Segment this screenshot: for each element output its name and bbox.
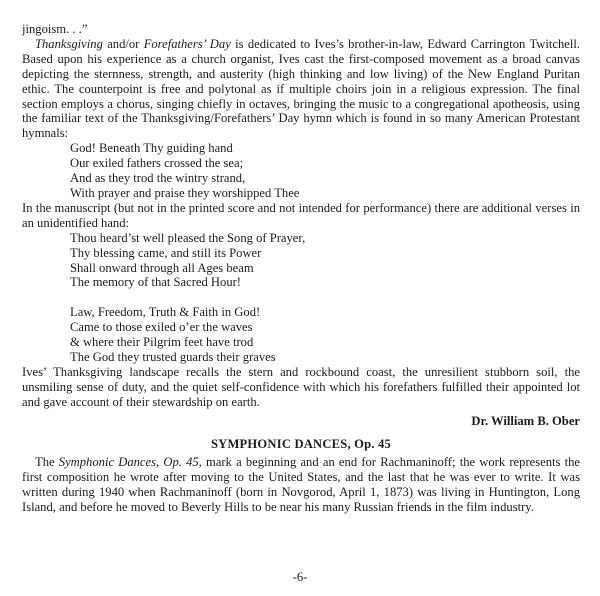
paragraph-body: is dedicated to Ives’s brother-in-law, Edward Carrington Twitchell. Based upon his experience as a church organist, Ives cast the first-composed movement as a broad canvas depicting the sternness, strength, and austerity (high thinking and low living) of the New England Puritan ethic. The counterpoint is free and polytonal as if multiple choirs join in a religious expression. The final section employs a chorus, singing chiefly in octaves, bringing the music to a congregational apotheosis, using the familiar text of the Thanksgiving/Forefathers’ Day hymn which is found in so many American Protestant hymnals: <box>22 36 580 141</box>
verse-line: & where their Pilgrim feet have trod <box>70 335 254 350</box>
paragraph-manuscript: In the manuscript (but not in the printed score and not intended for performance) there are additional verses in an unidentified hand: <box>22 200 580 230</box>
hymn-verse-2 <box>70 231 580 365</box>
connector-text: and/or <box>102 36 144 51</box>
paragraph-thanksgiving-intro <box>22 37 580 141</box>
author-signature: Dr. William B. Ober <box>471 413 580 428</box>
verse-line: Law, Freedom, Truth & Faith in God! <box>70 305 261 320</box>
paragraph-landscape: Ives’ Thanksgiving landscape recalls the stern and rockbound coast, the unresilient stubborn soil, the unsmiling sense of duty, and the quiet self-confidence with which his forefathers fulfilled their appointed lot and gave account of their stewardship on earth. <box>22 364 580 409</box>
title-symphonic-dances: Symphonic Dances, Op. 45, <box>58 455 202 470</box>
verse-line: Shall onward through all Ages beam <box>70 260 254 275</box>
stanza-spacer <box>70 290 580 305</box>
verse-line: Our exiled fathers crossed the sea; <box>70 156 244 171</box>
page-number: -6- <box>292 570 308 584</box>
document-page <box>22 22 580 515</box>
paragraph-body: mark a beginning and an end for Rachmaninoff; the work represents the first composition he wrote after moving to the United States, and the last that he was ever to write. It was written during 1940 when Rachmaninoff (born in Novgorod, April 1, 1873) was living in Huntington, Long Island, and before he moved to Beverly Hills to be near his many Russian friends in the film industry. <box>22 455 580 515</box>
hymn-verse-1 <box>70 141 580 201</box>
verse-line: Came to those exiled o’er the waves <box>70 320 253 335</box>
verse-line: The God they trusted guards their graves <box>70 349 276 364</box>
verse-line: And as they trod the wintry strand, <box>70 171 246 186</box>
section-heading: SYMPHONIC DANCES, Op. 45 <box>210 437 392 452</box>
title-thanksgiving: Thanksgiving <box>35 36 103 51</box>
verse-line: God! Beneath Thy guiding hand <box>70 141 233 156</box>
paragraph-symphonic-dances <box>22 455 580 515</box>
verse-line: With prayer and praise they worshipped Thee <box>70 185 300 200</box>
verse-line: The memory of that Sacred Hour! <box>70 275 242 290</box>
verse-line: Thy blessing came, and still its Power <box>70 245 262 260</box>
title-forefathers-day: Forefathers’ Day <box>143 36 231 51</box>
paragraph-jingoism: jingoism. . .” <box>22 22 88 36</box>
paragraph-lead: The <box>35 455 59 470</box>
verse-line: Thou heard’st well pleased the Song of Prayer, <box>70 230 306 245</box>
